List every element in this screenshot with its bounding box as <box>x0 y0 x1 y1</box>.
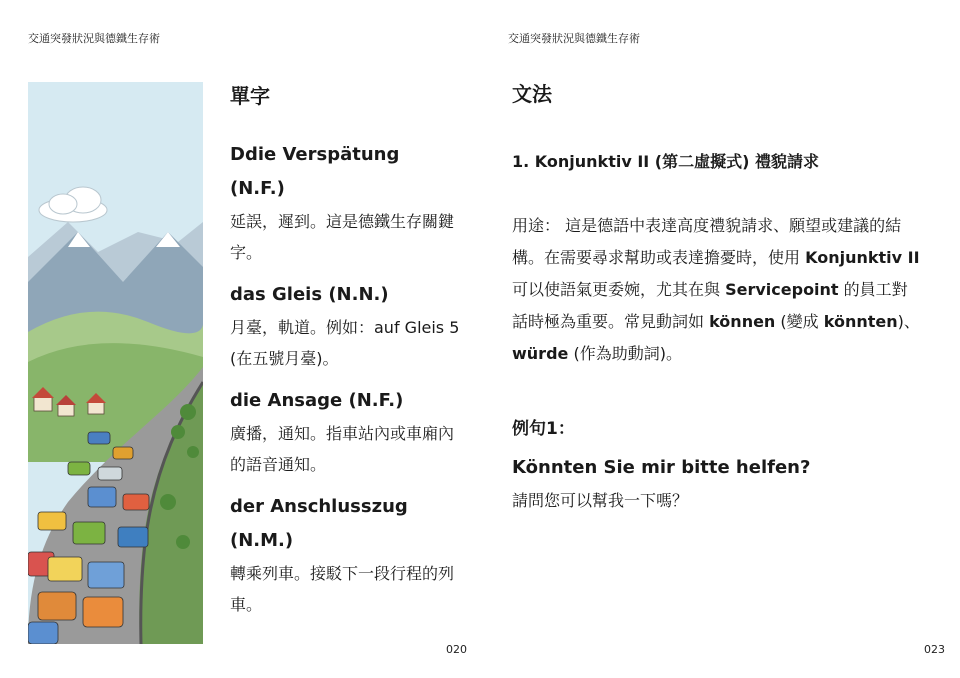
vocabulary-title: 單字 <box>230 84 270 108</box>
running-header: 交通突發狀況與德鐵生存術 <box>508 32 640 45</box>
vocab-definition: 廣播，通知。指車站內或車廂內的語音通知。 <box>230 424 455 474</box>
vocab-entry <box>230 490 465 620</box>
right-page <box>480 0 960 678</box>
usage-keyword: würde <box>512 344 569 363</box>
vocab-term-gender: (N.F.) <box>230 178 285 199</box>
vocab-definition: 月臺，軌道。例如：auf Gleis 5 (在五號月臺)。 <box>230 318 460 368</box>
example-label: 例句1： <box>512 419 575 439</box>
usage-text: 的員工對話時極為重要。常見動詞如 <box>512 280 908 331</box>
vocab-term-gender: (N.M.) <box>230 530 294 551</box>
grammar-title: 文法 <box>512 82 552 106</box>
traffic-jam-illustration <box>28 82 203 644</box>
vocab-term: der Anschlusszug <box>230 496 408 517</box>
vocab-term: das Gleis (N.N.) <box>230 284 389 305</box>
vocabulary-section <box>230 80 465 630</box>
grammar-heading: 1. Konjunktiv II (第二虛擬式) 禮貌請求 <box>512 152 819 171</box>
usage-keyword: könnten <box>823 312 898 331</box>
usage-paragraph <box>512 210 922 370</box>
page-number: 020 <box>446 643 467 656</box>
vocab-entry <box>230 138 465 268</box>
example-sentence-german: Könnten Sie mir bitte helfen? <box>512 457 811 478</box>
example-sentence-chinese: 請問您可以幫我一下嗎？ <box>512 491 689 510</box>
usage-keyword: können <box>709 312 776 331</box>
usage-keyword: Konjunktiv II <box>805 248 920 267</box>
usage-text: )、 <box>897 312 920 331</box>
usage-keyword: Servicepoint <box>725 280 839 299</box>
usage-text: 用途： 這是德語中表達高度禮貌請求、願望或建議的結構。在需要尋求幫助或表達擔憂時，使用 <box>512 216 902 267</box>
usage-text: (作為助動詞)。 <box>568 344 682 363</box>
vocab-definition: 延誤，遲到。這是德鐵生存關鍵字。 <box>230 212 455 262</box>
running-header: 交通突發狀況與德鐵生存術 <box>28 32 160 45</box>
page-number: 023 <box>924 643 945 656</box>
vocab-term: Ddie Verspätung <box>230 144 400 165</box>
vocab-term: die Ansage (N.F.) <box>230 390 404 411</box>
vocab-entry <box>230 384 465 480</box>
usage-text: (變成 <box>775 312 824 331</box>
usage-text: 可以使語氣更委婉，尤其在與 <box>512 280 726 299</box>
grammar-section <box>512 78 922 516</box>
vocab-definition: 轉乘列車。接駁下一段行程的列車。 <box>230 564 455 614</box>
vocab-entry <box>230 278 465 374</box>
